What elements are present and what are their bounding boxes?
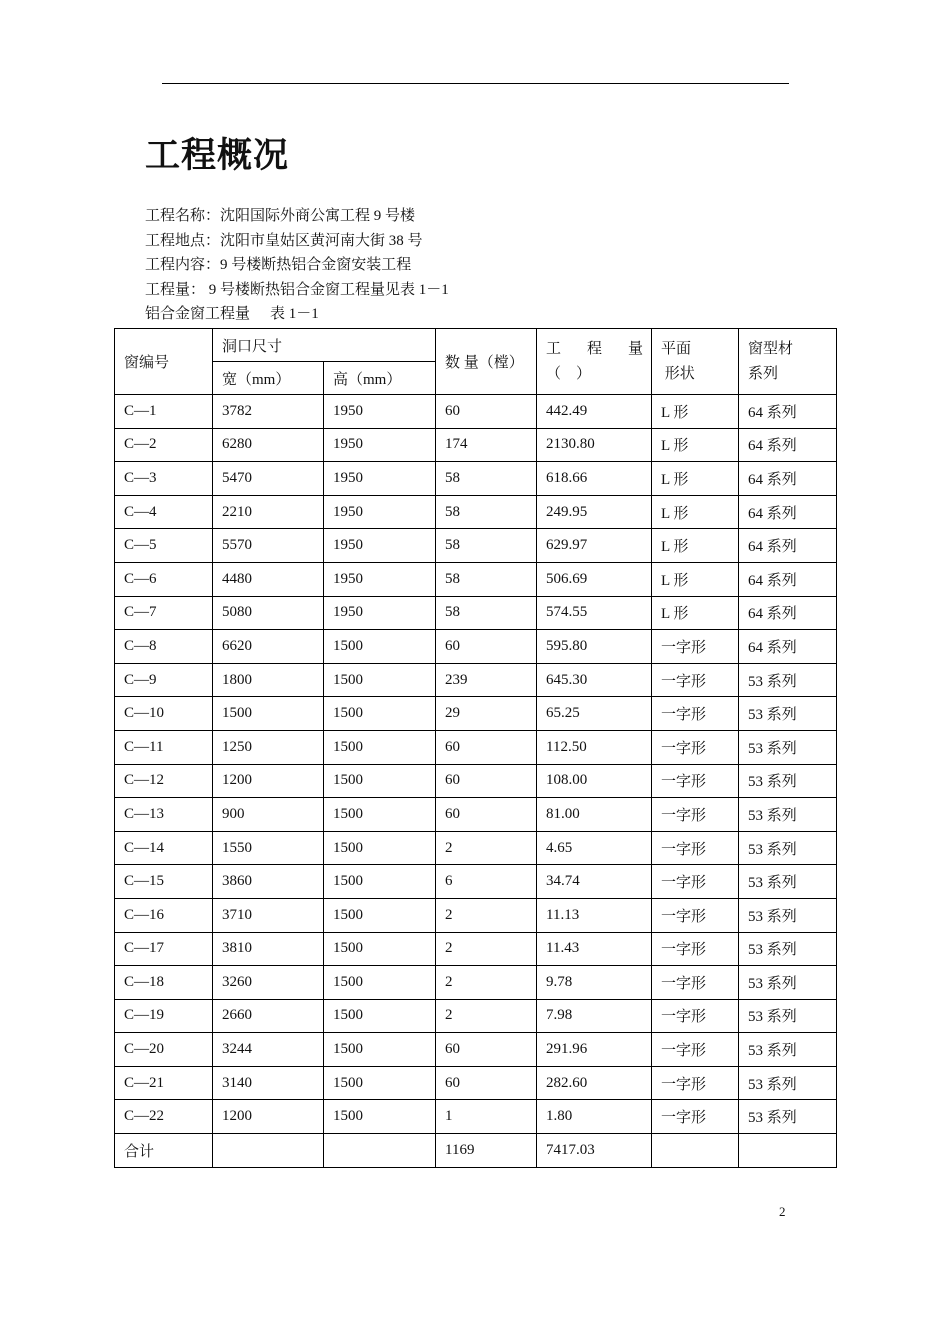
cell-amount: 574.55 <box>537 596 652 630</box>
table-caption-label: 表 1－1 <box>270 306 319 322</box>
cell-series: 53 系列 <box>739 898 837 932</box>
table-caption-name: 铝合金窗工程量 <box>145 306 251 322</box>
cell-series: 64 系列 <box>739 428 837 462</box>
cell-shape: L 形 <box>652 562 739 596</box>
cell-shape: L 形 <box>652 596 739 630</box>
cell-series: 64 系列 <box>739 462 837 496</box>
cell-series: 53 系列 <box>739 932 837 966</box>
cell-shape: 一字形 <box>652 932 739 966</box>
table-row <box>115 697 837 731</box>
cell-width: 6280 <box>213 428 324 462</box>
cell-shape: 一字形 <box>652 1033 739 1067</box>
cell-width: 5080 <box>213 596 324 630</box>
table-row <box>115 831 837 865</box>
cell-width: 5570 <box>213 529 324 563</box>
cell-width: 1500 <box>213 697 324 731</box>
cell-window-no: C—16 <box>115 898 213 932</box>
cell-height: 1500 <box>324 798 436 832</box>
table-row <box>115 764 837 798</box>
cell-window-no: C—17 <box>115 932 213 966</box>
cell-height: 1500 <box>324 663 436 697</box>
cell-quantity: 174 <box>436 428 537 462</box>
cell-width: 1200 <box>213 764 324 798</box>
cell-shape: 一字形 <box>652 831 739 865</box>
header-window-no: 窗编号 <box>115 329 213 395</box>
cell-width: 3860 <box>213 865 324 899</box>
header-amount-line1: 工 程 量 <box>546 340 643 357</box>
cell-series: 53 系列 <box>739 1100 837 1134</box>
cell-width <box>213 1134 324 1168</box>
cell-quantity: 239 <box>436 663 537 697</box>
cell-window-no: C—10 <box>115 697 213 731</box>
cell-width: 4480 <box>213 562 324 596</box>
cell-shape: 一字形 <box>652 730 739 764</box>
table-row <box>115 495 837 529</box>
cell-width: 1200 <box>213 1100 324 1134</box>
cell-window-no: C—19 <box>115 999 213 1033</box>
table-row <box>115 966 837 1000</box>
header-height: 高（mm） <box>324 362 436 395</box>
cell-amount: 65.25 <box>537 697 652 731</box>
cell-quantity: 58 <box>436 529 537 563</box>
cell-amount: 4.65 <box>537 831 652 865</box>
cell-series: 64 系列 <box>739 562 837 596</box>
cell-quantity: 58 <box>436 562 537 596</box>
cell-series: 53 系列 <box>739 764 837 798</box>
cell-window-no: C—11 <box>115 730 213 764</box>
cell-quantity: 58 <box>436 462 537 496</box>
cell-window-no: C—3 <box>115 462 213 496</box>
cell-series <box>739 1134 837 1168</box>
cell-series: 53 系列 <box>739 966 837 1000</box>
cell-height: 1500 <box>324 1033 436 1067</box>
cell-series: 64 系列 <box>739 495 837 529</box>
cell-series: 53 系列 <box>739 730 837 764</box>
cell-window-no: C—9 <box>115 663 213 697</box>
cell-series: 64 系列 <box>739 395 837 429</box>
project-name-line: 工程名称：沈阳国际外商公寓工程 9 号楼 <box>145 208 416 224</box>
table-body <box>115 395 837 1168</box>
cell-quantity: 2 <box>436 831 537 865</box>
header-width: 宽（mm） <box>213 362 324 395</box>
cell-height: 1500 <box>324 865 436 899</box>
table-row <box>115 596 837 630</box>
header-amount <box>537 329 652 395</box>
cell-amount: 108.00 <box>537 764 652 798</box>
cell-quantity: 58 <box>436 495 537 529</box>
cell-window-no: C—18 <box>115 966 213 1000</box>
cell-series: 53 系列 <box>739 831 837 865</box>
cell-height: 1950 <box>324 428 436 462</box>
window-quantity-table <box>114 328 837 1168</box>
cell-amount: 645.30 <box>537 663 652 697</box>
cell-height: 1500 <box>324 1066 436 1100</box>
header-shape: 平面 形状 <box>652 329 739 395</box>
cell-quantity: 58 <box>436 596 537 630</box>
cell-amount: 7417.03 <box>537 1134 652 1168</box>
cell-shape: 一字形 <box>652 663 739 697</box>
table-row <box>115 1066 837 1100</box>
cell-shape: L 形 <box>652 395 739 429</box>
table-row <box>115 1033 837 1067</box>
cell-height: 1500 <box>324 898 436 932</box>
cell-height <box>324 1134 436 1168</box>
cell-series: 64 系列 <box>739 596 837 630</box>
cell-amount: 629.97 <box>537 529 652 563</box>
cell-window-no: C—21 <box>115 1066 213 1100</box>
cell-window-no: C—1 <box>115 395 213 429</box>
cell-height: 1950 <box>324 495 436 529</box>
table-row <box>115 798 837 832</box>
cell-shape: 一字形 <box>652 966 739 1000</box>
cell-series: 64 系列 <box>739 529 837 563</box>
cell-width: 3782 <box>213 395 324 429</box>
header-opening-size: 洞口尺寸 <box>213 329 436 362</box>
cell-quantity: 2 <box>436 999 537 1033</box>
cell-quantity: 2 <box>436 898 537 932</box>
header-rule <box>162 83 789 84</box>
cell-width: 1550 <box>213 831 324 865</box>
cell-window-no: C—12 <box>115 764 213 798</box>
cell-amount: 7.98 <box>537 999 652 1033</box>
cell-window-no: C—4 <box>115 495 213 529</box>
table-row <box>115 1100 837 1134</box>
cell-series: 53 系列 <box>739 798 837 832</box>
cell-window-no: C—7 <box>115 596 213 630</box>
cell-shape: 一字形 <box>652 865 739 899</box>
cell-height: 1950 <box>324 596 436 630</box>
page-number: 2 <box>779 1204 786 1219</box>
cell-quantity: 2 <box>436 932 537 966</box>
cell-amount: 442.49 <box>537 395 652 429</box>
cell-quantity: 60 <box>436 730 537 764</box>
cell-shape: 一字形 <box>652 999 739 1033</box>
cell-shape: 一字形 <box>652 898 739 932</box>
project-quantity-line: 工程量： 9 号楼断热铝合金窗工程量见表 1－1 <box>145 281 449 298</box>
cell-height: 1500 <box>324 764 436 798</box>
cell-quantity: 60 <box>436 1066 537 1100</box>
cell-amount: 618.66 <box>537 462 652 496</box>
cell-shape: 一字形 <box>652 764 739 798</box>
cell-quantity: 60 <box>436 764 537 798</box>
table-row <box>115 932 837 966</box>
cell-width: 5470 <box>213 462 324 496</box>
cell-amount: 291.96 <box>537 1033 652 1067</box>
cell-height: 1500 <box>324 999 436 1033</box>
cell-window-no: C—13 <box>115 798 213 832</box>
cell-width: 3140 <box>213 1066 324 1100</box>
cell-width: 1800 <box>213 663 324 697</box>
cell-height: 1500 <box>324 831 436 865</box>
cell-height: 1950 <box>324 562 436 596</box>
cell-amount: 11.43 <box>537 932 652 966</box>
cell-shape: 一字形 <box>652 697 739 731</box>
cell-width: 3244 <box>213 1033 324 1067</box>
table-row <box>115 428 837 462</box>
cell-shape: L 形 <box>652 529 739 563</box>
cell-amount: 81.00 <box>537 798 652 832</box>
cell-width: 6620 <box>213 630 324 664</box>
table-row <box>115 529 837 563</box>
cell-shape: L 形 <box>652 495 739 529</box>
project-info <box>145 204 449 327</box>
cell-window-no: C—5 <box>115 529 213 563</box>
page-title: 工程概况 <box>145 136 290 176</box>
cell-series: 64 系列 <box>739 630 837 664</box>
cell-amount: 249.95 <box>537 495 652 529</box>
cell-height: 1500 <box>324 630 436 664</box>
cell-quantity: 1169 <box>436 1134 537 1168</box>
cell-series: 53 系列 <box>739 697 837 731</box>
table-row <box>115 730 837 764</box>
cell-quantity: 60 <box>436 395 537 429</box>
cell-window-no: C—15 <box>115 865 213 899</box>
cell-quantity: 60 <box>436 798 537 832</box>
cell-shape: 一字形 <box>652 1066 739 1100</box>
cell-quantity: 2 <box>436 966 537 1000</box>
cell-window-no: C—22 <box>115 1100 213 1134</box>
cell-amount: 1.80 <box>537 1100 652 1134</box>
cell-window-no: C—2 <box>115 428 213 462</box>
cell-quantity: 60 <box>436 630 537 664</box>
cell-series: 53 系列 <box>739 1066 837 1100</box>
cell-quantity: 6 <box>436 865 537 899</box>
cell-quantity: 1 <box>436 1100 537 1134</box>
cell-window-no: C—6 <box>115 562 213 596</box>
cell-shape: L 形 <box>652 428 739 462</box>
cell-amount: 506.69 <box>537 562 652 596</box>
project-content-line: 工程内容：9 号楼断热铝合金窗安装工程 <box>145 257 412 273</box>
cell-series: 53 系列 <box>739 865 837 899</box>
table-caption <box>145 302 449 327</box>
cell-quantity: 29 <box>436 697 537 731</box>
table-header-row <box>115 329 837 362</box>
table-total-row <box>115 1134 837 1168</box>
cell-height: 1500 <box>324 697 436 731</box>
table-row <box>115 395 837 429</box>
table-row <box>115 865 837 899</box>
cell-shape: L 形 <box>652 462 739 496</box>
cell-amount: 112.50 <box>537 730 652 764</box>
cell-window-no: C—8 <box>115 630 213 664</box>
cell-amount: 595.80 <box>537 630 652 664</box>
cell-amount: 9.78 <box>537 966 652 1000</box>
cell-width: 3810 <box>213 932 324 966</box>
cell-width: 900 <box>213 798 324 832</box>
cell-amount: 11.13 <box>537 898 652 932</box>
cell-height: 1950 <box>324 395 436 429</box>
header-quantity: 数 量（樘） <box>436 329 537 395</box>
table-row <box>115 999 837 1033</box>
cell-height: 1500 <box>324 730 436 764</box>
cell-shape <box>652 1134 739 1168</box>
cell-width: 1250 <box>213 730 324 764</box>
table-row <box>115 562 837 596</box>
table-row <box>115 663 837 697</box>
cell-series: 53 系列 <box>739 1033 837 1067</box>
table-row <box>115 898 837 932</box>
cell-window-no: C—14 <box>115 831 213 865</box>
cell-shape: 一字形 <box>652 630 739 664</box>
cell-width: 2210 <box>213 495 324 529</box>
cell-amount: 282.60 <box>537 1066 652 1100</box>
cell-height: 1500 <box>324 1100 436 1134</box>
cell-shape: 一字形 <box>652 798 739 832</box>
cell-width: 3260 <box>213 966 324 1000</box>
table-row <box>115 630 837 664</box>
header-amount-line2: （ ） <box>546 365 592 382</box>
header-series: 窗型材 系列 <box>739 329 837 395</box>
cell-quantity: 60 <box>436 1033 537 1067</box>
cell-height: 1500 <box>324 932 436 966</box>
cell-width: 2660 <box>213 999 324 1033</box>
cell-amount: 34.74 <box>537 865 652 899</box>
cell-height: 1950 <box>324 462 436 496</box>
cell-amount: 2130.80 <box>537 428 652 462</box>
project-location-line: 工程地点：沈阳市皇姑区黄河南大街 38 号 <box>145 232 423 249</box>
cell-height: 1950 <box>324 529 436 563</box>
cell-height: 1500 <box>324 966 436 1000</box>
cell-series: 53 系列 <box>739 663 837 697</box>
cell-window-no: 合计 <box>115 1134 213 1168</box>
cell-series: 53 系列 <box>739 999 837 1033</box>
cell-window-no: C—20 <box>115 1033 213 1067</box>
table-row <box>115 462 837 496</box>
cell-width: 3710 <box>213 898 324 932</box>
cell-shape: 一字形 <box>652 1100 739 1134</box>
